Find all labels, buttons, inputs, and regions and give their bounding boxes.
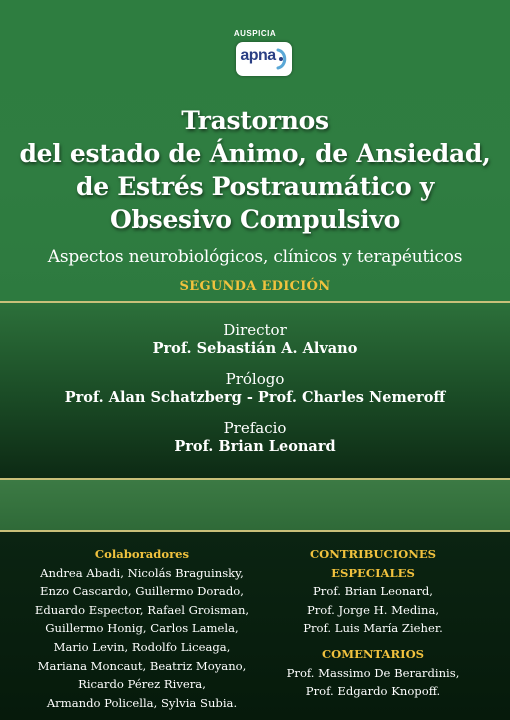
prologue-names: Prof. Alan Schatzberg - Prof. Charles Nemeroff bbox=[64, 389, 446, 406]
title-line: Obsesivo Compulsivo bbox=[110, 205, 400, 234]
collaborator-line: Guillermo Honig, Carlos Lamela, bbox=[45, 621, 239, 636]
comment-line: Prof. Edgardo Knopoff. bbox=[305, 684, 441, 699]
director-name: Prof. Sebastián A. Alvano bbox=[152, 340, 358, 357]
collaborator-line: Eduardo Espector, Rafael Groisman, bbox=[34, 602, 250, 617]
title-line: de Estrés Postraumático y bbox=[76, 172, 434, 201]
special-line: Prof. Brian Leonard, bbox=[313, 584, 433, 599]
collaborators-heading: Colaboradores bbox=[94, 547, 190, 561]
collaborator-line: Enzo Cascardo, Guillermo Dorado, bbox=[40, 584, 244, 599]
collaborator-line: Mariana Moncaut, Beatriz Moyano, bbox=[37, 658, 247, 673]
preface-name: Prof. Brian Leonard bbox=[174, 438, 336, 455]
collaborator-line: Mario Levin, Rodolfo Liceaga, bbox=[53, 639, 231, 654]
top-band bbox=[0, 0, 510, 301]
title-line: Trastornos bbox=[181, 106, 329, 135]
edition-label: SEGUNDA EDICIÓN bbox=[179, 279, 331, 294]
director-role: Director bbox=[223, 321, 287, 339]
collaborators-column bbox=[28, 545, 256, 712]
spacer bbox=[268, 638, 478, 645]
sponsor-label: AUSPICIA bbox=[233, 29, 277, 38]
accent-strip bbox=[0, 480, 510, 530]
special-line: Prof. Luis María Zieher. bbox=[303, 621, 443, 636]
special-heading: CONTRIBUCIONES ESPECIALES bbox=[309, 547, 437, 580]
collaborator-line: Andrea Abadi, Nicolás Braguinsky, bbox=[40, 565, 244, 580]
title-line: del estado de Ánimo, de Ansiedad, bbox=[19, 139, 491, 168]
credits-band bbox=[0, 303, 510, 478]
apna-logo-text: apna bbox=[240, 47, 276, 64]
comments-heading: COMENTARIOS bbox=[321, 646, 425, 661]
special-line: Prof. Jorge H. Medina, bbox=[306, 602, 440, 617]
preface-role: Prefacio bbox=[223, 419, 287, 437]
apna-logo bbox=[236, 42, 292, 76]
special-column bbox=[268, 545, 478, 701]
comment-line: Prof. Massimo De Berardinis, bbox=[286, 665, 460, 680]
apna-logo-swirl-icon bbox=[275, 48, 289, 70]
collaborator-line: Ricardo Pérez Rivera, bbox=[78, 677, 206, 692]
book-title bbox=[0, 104, 510, 236]
prologue-role: Prólogo bbox=[225, 370, 285, 388]
collaborator-line: Armando Policella, Sylvia Subia. bbox=[46, 695, 238, 710]
book-subtitle: Aspectos neurobiológicos, clínicos y terapéuticos bbox=[47, 247, 463, 267]
